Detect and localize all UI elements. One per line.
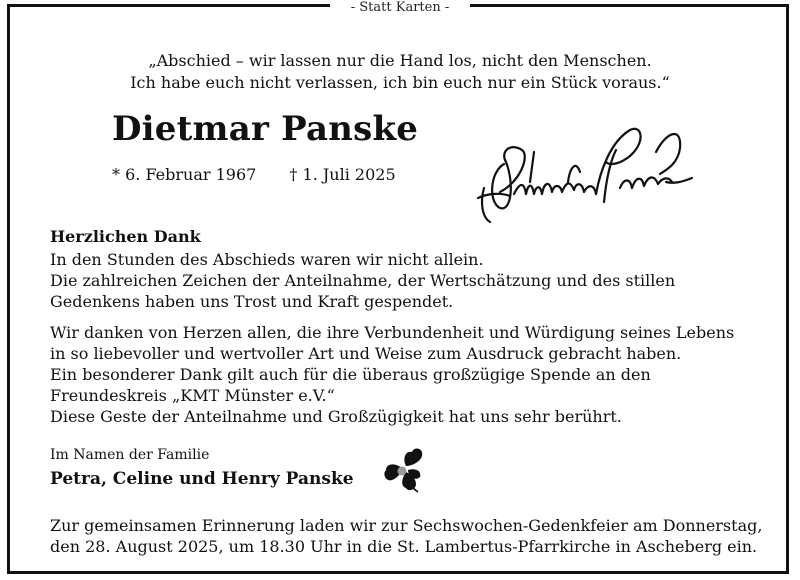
invitation-text [50,515,770,557]
clover-icon [380,444,430,494]
quote-block [0,50,800,94]
invitation-line: den 28. August 2025, um 18.30 Uhr in die St. Lambertus-Pfarrkirche in Ascheberg ein. [50,537,758,556]
paragraph-line: Gedenkens haben uns Trost und Kraft gespendet. [50,292,454,311]
quote-line-1: „Abschied – wir lassen nur die Hand los, nicht den Menschen. [148,51,652,70]
thanks-paragraph-2 [50,322,770,427]
death-date: † 1. Juli 2025 [289,165,396,184]
paragraph-line: Freundeskreis „KMT Münster e.V.“ [50,386,335,405]
handwritten-signature [470,112,700,232]
birth-date: * 6. Februar 1967 [112,165,257,184]
header-label: - Statt Karten - [350,0,450,15]
quote-line-2: Ich habe euch nicht verlassen, ich bin euch nur ein Stück voraus.“ [130,73,670,92]
paragraph-line: Ein besonderer Dank gilt auch für die überaus großzügige Spende an den [50,365,651,384]
family-names: Petra, Celine und Henry Panske [50,469,354,489]
deceased-name: Dietmar Panske [112,109,419,149]
paragraph-line: Diese Geste der Anteilnahme und Großzügigkeit hat uns sehr berührt. [50,407,622,426]
thanks-heading: Herzlichen Dank [50,227,201,246]
invitation-line: Zur gemeinsamen Erinnerung laden wir zur Sechswochen-Gedenkfeier am Donnerstag, [50,516,763,535]
paragraph-line: Wir danken von Herzen allen, die ihre Verbundenheit und Würdigung seines Lebens [50,323,735,342]
paragraph-line: Die zahlreichen Zeichen der Anteilnahme, der Wertschätzung und des stillen [50,271,676,290]
family-intro: Im Namen der Familie [50,447,210,463]
life-dates [112,165,396,184]
paragraph-line: in so liebevoller und wertvoller Art und Weise zum Ausdruck gebracht haben. [50,344,682,363]
thanks-paragraph-1 [50,249,770,312]
paragraph-line: In den Stunden des Abschieds waren wir nicht allein. [50,250,484,269]
